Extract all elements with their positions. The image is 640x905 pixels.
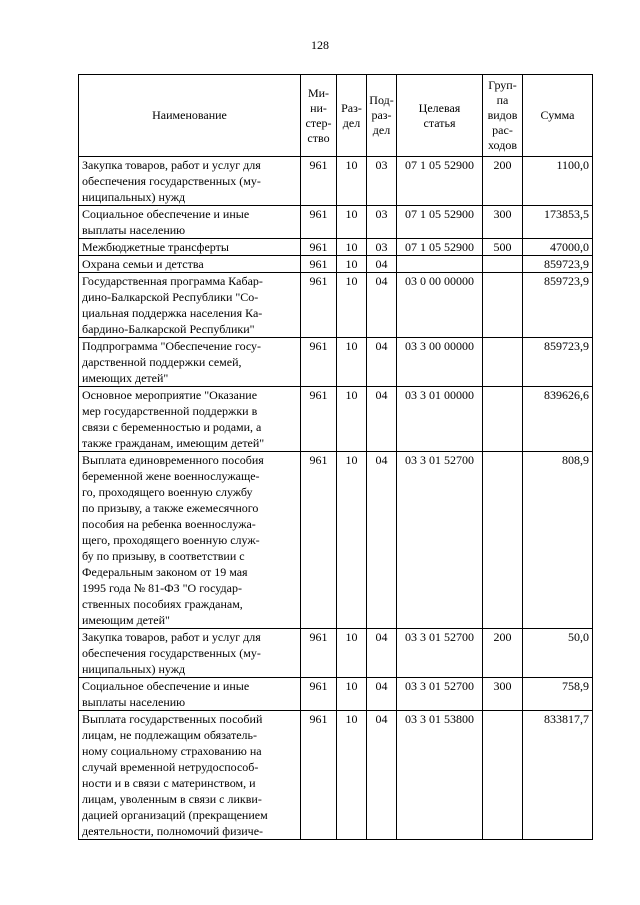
row-sum: 839626,6 xyxy=(523,387,593,452)
row-section: 10 xyxy=(337,338,367,387)
row-ministry: 961 xyxy=(301,206,337,239)
header-ministry: Ми- ни- стер- ство xyxy=(301,75,337,157)
row-section: 10 xyxy=(337,157,367,206)
row-sum: 859723,9 xyxy=(523,256,593,273)
row-expense-group xyxy=(483,452,523,629)
table-row xyxy=(79,452,593,629)
row-section: 10 xyxy=(337,206,367,239)
row-target-article: 07 1 05 52900 xyxy=(397,239,483,256)
row-name: Основное мероприятие "Оказание мер государственной поддержки в связи с беременностью и родами, а также гражданам, имеющим детей" xyxy=(79,387,301,452)
row-subsection: 04 xyxy=(367,711,397,840)
row-name: Закупка товаров, работ и услуг для обеспечения государственных (му- ниципальных) нужд xyxy=(79,629,301,678)
row-name: Выплата единовременного пособия беременной жене военнослужаще- го, проходящего военную службу по призыву, а также ежемесячного пособия на ребенка военнослужа- щего, проходящего военную служ- бу по призыву, в соответствии с Федеральным законом от 19 мая 1995 года № 81-ФЗ "О государ- ственных пособиях гражданам, имеющим детей" xyxy=(79,452,301,629)
row-subsection: 04 xyxy=(367,273,397,338)
table-row xyxy=(79,239,593,256)
row-target-article: 03 3 00 00000 xyxy=(397,338,483,387)
header-sum: Сумма xyxy=(523,75,593,157)
table-row xyxy=(79,256,593,273)
row-subsection: 04 xyxy=(367,256,397,273)
row-section: 10 xyxy=(337,711,367,840)
row-section: 10 xyxy=(337,239,367,256)
row-subsection: 04 xyxy=(367,338,397,387)
table-header-row xyxy=(79,75,593,157)
row-ministry: 961 xyxy=(301,711,337,840)
row-section: 10 xyxy=(337,387,367,452)
row-target-article: 07 1 05 52900 xyxy=(397,206,483,239)
row-expense-group: 200 xyxy=(483,629,523,678)
row-name: Охрана семьи и детства xyxy=(79,256,301,273)
row-target-article: 03 0 00 00000 xyxy=(397,273,483,338)
row-section: 10 xyxy=(337,678,367,711)
row-sum: 859723,9 xyxy=(523,338,593,387)
row-ministry: 961 xyxy=(301,387,337,452)
row-target-article: 03 3 01 52700 xyxy=(397,629,483,678)
row-target-article xyxy=(397,256,483,273)
row-section: 10 xyxy=(337,629,367,678)
row-expense-group: 300 xyxy=(483,206,523,239)
row-sum: 47000,0 xyxy=(523,239,593,256)
row-ministry: 961 xyxy=(301,629,337,678)
row-name: Подпрограмма "Обеспечение госу- дарственной поддержки семей, имеющих детей" xyxy=(79,338,301,387)
row-subsection: 04 xyxy=(367,678,397,711)
row-sum: 50,0 xyxy=(523,629,593,678)
row-ministry: 961 xyxy=(301,338,337,387)
table-row xyxy=(79,206,593,239)
row-name: Межбюджетные трансферты xyxy=(79,239,301,256)
header-expense-group: Груп- па видов рас- ходов xyxy=(483,75,523,157)
table-row xyxy=(79,157,593,206)
row-name: Социальное обеспечение и иные выплаты населению xyxy=(79,678,301,711)
row-subsection: 03 xyxy=(367,239,397,256)
row-ministry: 961 xyxy=(301,239,337,256)
row-section: 10 xyxy=(337,452,367,629)
row-expense-group xyxy=(483,273,523,338)
row-name: Государственная программа Кабар- дино-Балкарской Республики "Со- циальная поддержка населения Ка- бардино-Балкарской Республики" xyxy=(79,273,301,338)
row-subsection: 04 xyxy=(367,452,397,629)
row-name: Закупка товаров, работ и услуг для обеспечения государственных (му- ниципальных) нужд xyxy=(79,157,301,206)
row-section: 10 xyxy=(337,273,367,338)
budget-table xyxy=(78,74,593,840)
row-sum: 173853,5 xyxy=(523,206,593,239)
row-ministry: 961 xyxy=(301,157,337,206)
table-row xyxy=(79,338,593,387)
table-row xyxy=(79,678,593,711)
row-expense-group xyxy=(483,711,523,840)
page-number: 128 xyxy=(311,38,329,52)
row-subsection: 04 xyxy=(367,387,397,452)
row-sum: 1100,0 xyxy=(523,157,593,206)
table-row xyxy=(79,711,593,840)
header-name: Наименование xyxy=(79,75,301,157)
row-expense-group: 500 xyxy=(483,239,523,256)
row-target-article: 03 3 01 52700 xyxy=(397,452,483,629)
row-name: Выплата государственных пособий лицам, не подлежащим обязатель- ному социальному страхованию на случай временной нетрудоспособ- ности и в связи с материнством, и лицам, уволенным в связи с ликви- дацией организаций (прекращением деятельности, полномочий физиче- xyxy=(79,711,301,840)
row-sum: 833817,7 xyxy=(523,711,593,840)
row-expense-group: 300 xyxy=(483,678,523,711)
row-target-article: 03 3 01 52700 xyxy=(397,678,483,711)
row-subsection: 03 xyxy=(367,157,397,206)
row-subsection: 04 xyxy=(367,629,397,678)
row-sum: 808,9 xyxy=(523,452,593,629)
row-section: 10 xyxy=(337,256,367,273)
row-ministry: 961 xyxy=(301,273,337,338)
table-row xyxy=(79,629,593,678)
row-sum: 758,9 xyxy=(523,678,593,711)
row-target-article: 03 3 01 53800 xyxy=(397,711,483,840)
row-target-article: 03 3 01 00000 xyxy=(397,387,483,452)
row-expense-group xyxy=(483,387,523,452)
row-ministry: 961 xyxy=(301,678,337,711)
header-subsection: Под- раз- дел xyxy=(367,75,397,157)
header-section: Раз- дел xyxy=(337,75,367,157)
row-sum: 859723,9 xyxy=(523,273,593,338)
table-row xyxy=(79,273,593,338)
row-expense-group xyxy=(483,256,523,273)
header-target-article: Целевая статья xyxy=(397,75,483,157)
row-ministry: 961 xyxy=(301,452,337,629)
row-expense-group: 200 xyxy=(483,157,523,206)
row-target-article: 07 1 05 52900 xyxy=(397,157,483,206)
table-row xyxy=(79,387,593,452)
row-name: Социальное обеспечение и иные выплаты населению xyxy=(79,206,301,239)
row-ministry: 961 xyxy=(301,256,337,273)
row-expense-group xyxy=(483,338,523,387)
row-subsection: 03 xyxy=(367,206,397,239)
